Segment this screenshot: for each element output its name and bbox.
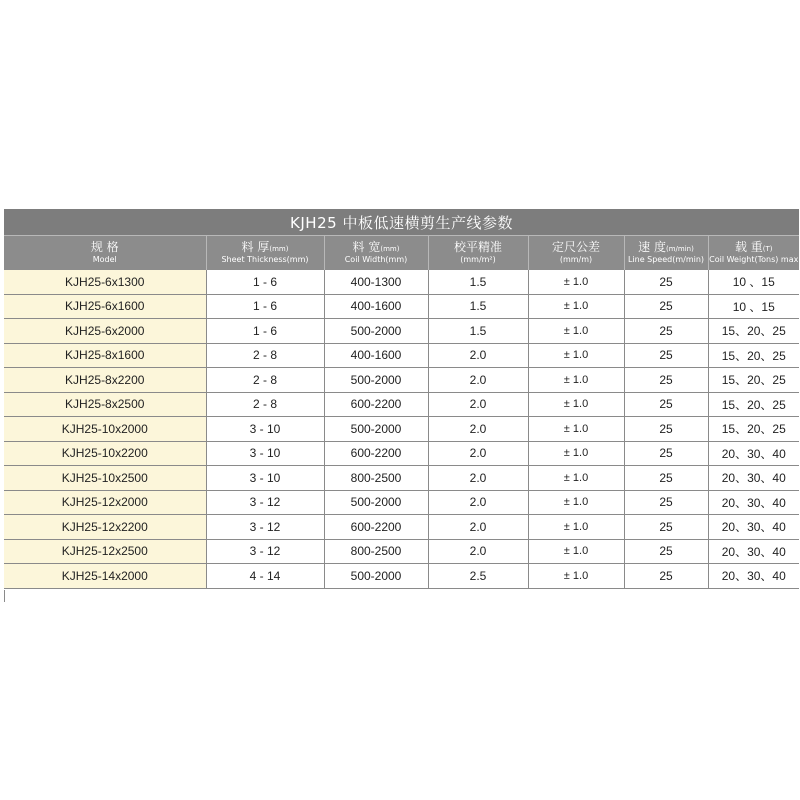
cell-width: 600-2200 — [324, 441, 428, 466]
table-row — [4, 466, 799, 491]
table-title: KJH25 中板低速横剪生产线参数 — [4, 209, 799, 235]
cell-width: 500-2000 — [324, 564, 428, 589]
header-main: 载 重 — [734, 240, 763, 254]
cell-width: 400-1300 — [324, 270, 428, 294]
header-tolerance — [528, 236, 624, 271]
cell-width: 500-2000 — [324, 368, 428, 393]
cell-model: KJH25-10x2500 — [4, 466, 206, 491]
cell-tolerance: ± 1.0 — [528, 319, 624, 344]
cell-tolerance: ± 1.0 — [528, 294, 624, 319]
cell-model: KJH25-6x2000 — [4, 319, 206, 344]
cell-tolerance: ± 1.0 — [528, 466, 624, 491]
cell-leveling: 1.5 — [428, 294, 528, 319]
table-row — [4, 270, 799, 294]
cell-tolerance: ± 1.0 — [528, 270, 624, 294]
table-edge-line — [4, 590, 5, 602]
cell-speed: 25 — [624, 490, 708, 515]
cell-width: 500-2000 — [324, 319, 428, 344]
cell-leveling: 1.5 — [428, 319, 528, 344]
cell-width: 500-2000 — [324, 490, 428, 515]
table-row — [4, 294, 799, 319]
header-weight — [708, 236, 799, 271]
cell-thickness: 3 - 10 — [206, 441, 324, 466]
cell-thickness: 4 - 14 — [206, 564, 324, 589]
cell-width: 400-1600 — [324, 294, 428, 319]
cell-thickness: 3 - 12 — [206, 539, 324, 564]
cell-model: KJH25-14x2000 — [4, 564, 206, 589]
cell-model: KJH25-8x2200 — [4, 368, 206, 393]
cell-weight: 20、30、40 — [708, 490, 799, 515]
cell-thickness: 2 - 8 — [206, 343, 324, 368]
cell-leveling: 2.5 — [428, 564, 528, 589]
table-row — [4, 417, 799, 442]
header-model — [4, 236, 206, 271]
cell-leveling: 2.0 — [428, 539, 528, 564]
header-speed — [624, 236, 708, 271]
cell-model: KJH25-12x2500 — [4, 539, 206, 564]
cell-leveling: 2.0 — [428, 368, 528, 393]
cell-weight: 15、20、25 — [708, 368, 799, 393]
header-sub: Line Speed(m/min) — [627, 255, 705, 265]
cell-width: 400-1600 — [324, 343, 428, 368]
header-unit: (T) — [762, 245, 773, 253]
cell-model: KJH25-10x2200 — [4, 441, 206, 466]
header-sub: Coil Weight(Tons) max — [709, 255, 799, 265]
cell-speed: 25 — [624, 564, 708, 589]
cell-width: 800-2500 — [324, 539, 428, 564]
cell-weight: 20、30、40 — [708, 515, 799, 540]
cell-tolerance: ± 1.0 — [528, 343, 624, 368]
cell-weight: 15、20、25 — [708, 417, 799, 442]
cell-speed: 25 — [624, 294, 708, 319]
cell-speed: 25 — [624, 441, 708, 466]
cell-leveling: 2.0 — [428, 515, 528, 540]
cell-weight: 10 、15 — [708, 294, 799, 319]
cell-model: KJH25-6x1600 — [4, 294, 206, 319]
cell-thickness: 1 - 6 — [206, 319, 324, 344]
cell-leveling: 2.0 — [428, 466, 528, 491]
cell-thickness: 2 - 8 — [206, 392, 324, 417]
cell-thickness: 1 - 6 — [206, 294, 324, 319]
cell-speed: 25 — [624, 466, 708, 491]
header-sub: Sheet Thickness(mm) — [221, 255, 309, 265]
header-unit: (mm) — [269, 245, 289, 253]
cell-thickness: 2 - 8 — [206, 368, 324, 393]
header-main: 料 宽 — [352, 240, 381, 254]
cell-tolerance: ± 1.0 — [528, 539, 624, 564]
table-row — [4, 490, 799, 515]
cell-tolerance: ± 1.0 — [528, 441, 624, 466]
cell-model: KJH25-8x1600 — [4, 343, 206, 368]
cell-leveling: 1.5 — [428, 270, 528, 294]
cell-tolerance: ± 1.0 — [528, 417, 624, 442]
cell-model: KJH25-6x1300 — [4, 270, 206, 294]
cell-thickness: 3 - 10 — [206, 417, 324, 442]
cell-model: KJH25-8x2500 — [4, 392, 206, 417]
cell-weight: 15、20、25 — [708, 319, 799, 344]
parameter-sheet — [4, 209, 799, 589]
cell-weight: 10 、15 — [708, 270, 799, 294]
header-sub: (mm/m²) — [460, 255, 496, 265]
cell-leveling: 2.0 — [428, 417, 528, 442]
parameter-table — [4, 235, 799, 589]
cell-speed: 25 — [624, 392, 708, 417]
cell-thickness: 3 - 12 — [206, 490, 324, 515]
cell-model: KJH25-12x2200 — [4, 515, 206, 540]
table-row — [4, 392, 799, 417]
cell-weight: 20、30、40 — [708, 466, 799, 491]
header-main: 速 度 — [638, 240, 666, 254]
cell-width: 600-2200 — [324, 515, 428, 540]
header-main: 定尺公差 — [551, 240, 600, 254]
cell-weight: 15、20、25 — [708, 343, 799, 368]
header-main: 料 厚 — [241, 240, 270, 254]
cell-model: KJH25-10x2000 — [4, 417, 206, 442]
table-row — [4, 515, 799, 540]
cell-tolerance: ± 1.0 — [528, 490, 624, 515]
cell-width: 500-2000 — [324, 417, 428, 442]
header-width — [324, 236, 428, 271]
header-leveling — [428, 236, 528, 271]
header-sub: (mm/m) — [559, 255, 593, 265]
table-row — [4, 319, 799, 344]
cell-width: 800-2500 — [324, 466, 428, 491]
cell-thickness: 3 - 12 — [206, 515, 324, 540]
cell-speed: 25 — [624, 417, 708, 442]
cell-thickness: 3 - 10 — [206, 466, 324, 491]
cell-tolerance: ± 1.0 — [528, 368, 624, 393]
cell-tolerance: ± 1.0 — [528, 564, 624, 589]
cell-tolerance: ± 1.0 — [528, 515, 624, 540]
cell-speed: 25 — [624, 515, 708, 540]
header-row — [4, 236, 799, 271]
header-sub: Model — [92, 255, 117, 265]
cell-weight: 20、30、40 — [708, 564, 799, 589]
cell-speed: 25 — [624, 343, 708, 368]
table-row — [4, 539, 799, 564]
cell-leveling: 2.0 — [428, 392, 528, 417]
table-row — [4, 368, 799, 393]
cell-speed: 25 — [624, 270, 708, 294]
header-main: 规 格 — [90, 240, 119, 254]
header-sub: Coil Width(mm) — [344, 255, 408, 265]
cell-leveling: 2.0 — [428, 343, 528, 368]
cell-model: KJH25-12x2000 — [4, 490, 206, 515]
table-row — [4, 564, 799, 589]
cell-speed: 25 — [624, 368, 708, 393]
header-unit: (mm) — [380, 245, 400, 253]
header-main: 校平精准 — [453, 240, 502, 254]
cell-width: 600-2200 — [324, 392, 428, 417]
header-unit: (m/min) — [665, 245, 694, 253]
cell-speed: 25 — [624, 319, 708, 344]
cell-weight: 20、30、40 — [708, 441, 799, 466]
cell-speed: 25 — [624, 539, 708, 564]
cell-leveling: 2.0 — [428, 441, 528, 466]
cell-weight: 15、20、25 — [708, 392, 799, 417]
table-row — [4, 441, 799, 466]
table-body — [4, 270, 799, 588]
table-row — [4, 343, 799, 368]
cell-thickness: 1 - 6 — [206, 270, 324, 294]
cell-tolerance: ± 1.0 — [528, 392, 624, 417]
header-thickness — [206, 236, 324, 271]
cell-leveling: 2.0 — [428, 490, 528, 515]
cell-weight: 20、30、40 — [708, 539, 799, 564]
